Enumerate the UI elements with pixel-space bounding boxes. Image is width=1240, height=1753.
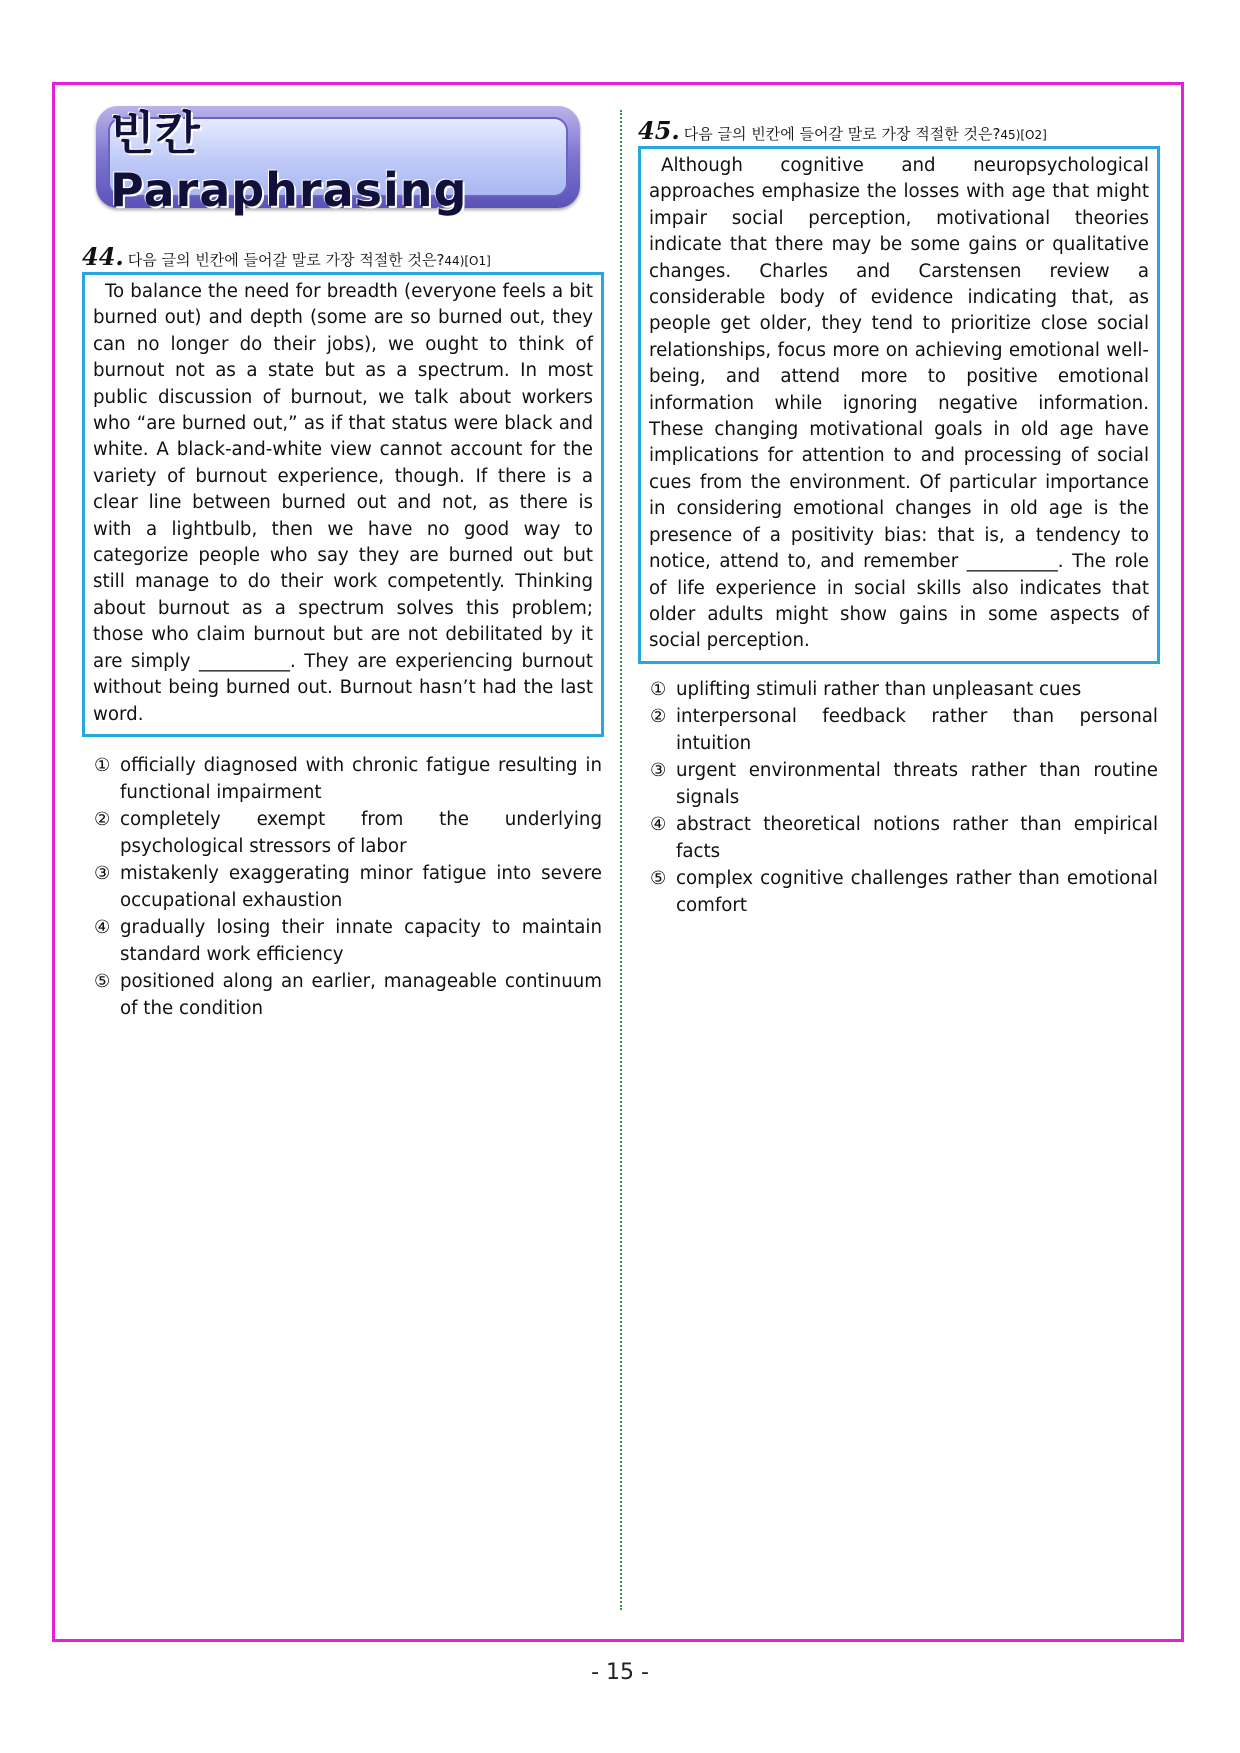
choice-number: ② <box>94 809 111 830</box>
choice-number: ④ <box>94 917 111 938</box>
column-divider <box>620 110 622 1610</box>
choice-number: ① <box>650 679 667 700</box>
choice-2[interactable] <box>94 806 602 860</box>
choice-1[interactable] <box>94 752 602 806</box>
choice-text: officially diagnosed with chronic fatigue resulting in functional impairment <box>120 755 602 803</box>
section-banner-inner <box>108 106 568 217</box>
choice-number: ④ <box>650 814 667 835</box>
choice-3[interactable] <box>650 757 1158 811</box>
choice-number: ① <box>94 755 111 776</box>
choice-1[interactable] <box>650 676 1158 703</box>
question-prompt: 다음 글의 빈칸에 들어갈 말로 가장 적절한 것은? <box>683 125 1001 143</box>
choice-text: abstract theoretical notions rather than empirical facts <box>676 814 1158 862</box>
question-45-header <box>638 116 1047 145</box>
question-44-choices <box>94 752 602 1022</box>
choice-text: gradually losing their innate capacity to maintain standard work efficiency <box>120 917 602 965</box>
page-number: - 15 - <box>591 1660 649 1685</box>
choice-text: urgent environmental threats rather than routine signals <box>676 760 1158 808</box>
question-prompt: 다음 글의 빈칸에 들어갈 말로 가장 적절한 것은? <box>127 251 445 269</box>
choice-number: ⑤ <box>94 971 111 992</box>
choice-number: ③ <box>650 760 667 781</box>
passage-text: To balance the need for breadth (everyone feels a bit burned out) and depth (some are so burned out, they can no longer do their jobs), we ought to think of burnout not as a state but as a spectrum. In most public discussion of burnout, we talk about workers who “are burned out,” as if that status were black and white. A black-and-white view cannot account for the variety of burnout experience, though. If there is a clear line between burned out and not, as there is with a lightbulb, then we have no good way to categorize people who say they are burned out but still manage to do their work competently. Thinking about burnout as a spectrum solves this problem; those who claim burnout but are not debilitated by it are simply __________. They are experiencing burnout without being burned out. Burnout hasn’t had the last word. <box>93 281 593 725</box>
choice-text: interpersonal feedback rather than personal intuition <box>676 706 1158 754</box>
choice-text: complex cognitive challenges rather than emotional comfort <box>676 868 1158 916</box>
choice-5[interactable] <box>94 968 602 1022</box>
question-45-choices <box>650 676 1158 919</box>
choice-3[interactable] <box>94 860 602 914</box>
choice-4[interactable] <box>94 914 602 968</box>
section-banner <box>96 106 580 217</box>
choice-5[interactable] <box>650 865 1158 919</box>
choice-number: ③ <box>94 863 111 884</box>
question-44-passage-box <box>82 272 604 737</box>
passage-text: Although cognitive and neuropsychological approaches emphasize the losses with age that might impair social perception, motivational theories indicate that there may be some gains or qualitative changes. Charles and Carstensen review a considerable body of evidence indicating that, as people get older, they tend to prioritize close social relationships, focus more on achieving emotional well-being, and attend more to positive emotional information while ignoring negative information. These changing motivational goals in old age have implications for attention to and processing of social cues from the environment. Of particular importance in considering emotional changes in old age is the presence of a positivity bias: that is, a tendency to notice, attend to, and remember __________. The role of life experience in social skills also indicates that older adults might show gains in some aspects of social perception. <box>649 155 1149 652</box>
question-ref: 45)[O2] <box>1000 128 1047 142</box>
choice-text: mistakenly exaggerating minor fatigue into severe occupational exhaustion <box>120 863 602 911</box>
question-ref: 44)[O1] <box>444 254 491 268</box>
choice-number: ② <box>650 706 667 727</box>
choice-text: completely exempt from the underlying psychological stressors of labor <box>120 809 602 857</box>
section-title: 빈칸 Paraphrasing <box>110 106 468 217</box>
question-number: 44. <box>82 242 124 271</box>
choice-text: uplifting stimuli rather than unpleasant cues <box>676 679 1082 700</box>
choice-2[interactable] <box>650 703 1158 757</box>
choice-text: positioned along an earlier, manageable continuum of the condition <box>120 971 602 1019</box>
choice-number: ⑤ <box>650 868 667 889</box>
question-number: 45. <box>638 116 680 145</box>
choice-4[interactable] <box>650 811 1158 865</box>
question-45-passage-box <box>638 146 1160 664</box>
question-44-header <box>82 242 491 271</box>
